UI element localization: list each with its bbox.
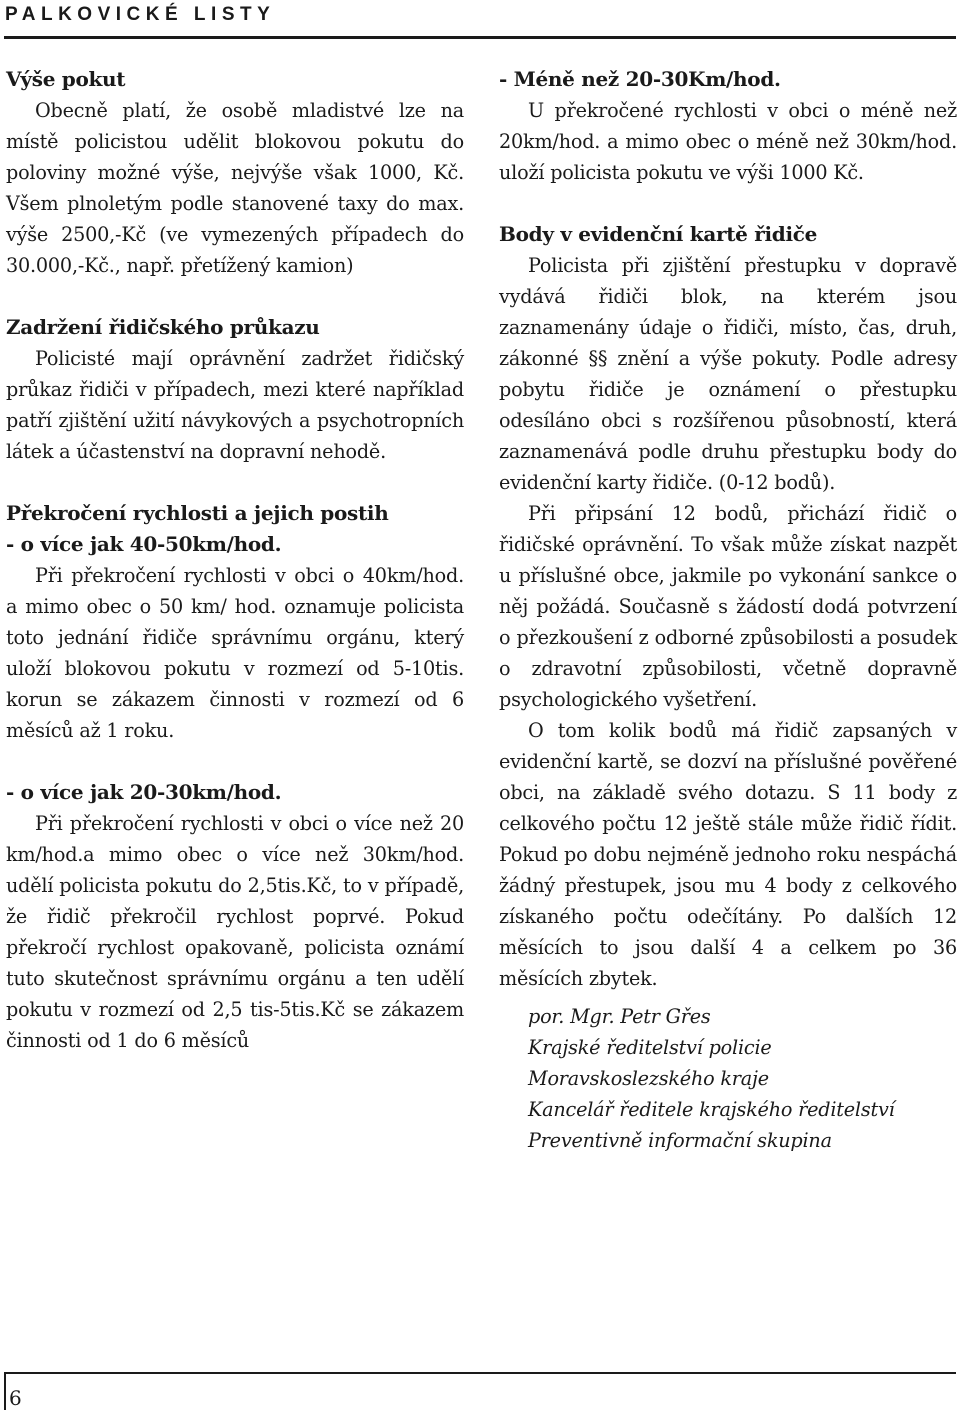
section-heading-fines: Výše pokut: [6, 67, 126, 91]
subheading-speeding-40-50: - o více jak 40-50km/hod.: [6, 532, 282, 556]
signature-region: Moravskoslezského kraje: [528, 1067, 769, 1090]
right-column: [499, 64, 957, 1156]
paragraph-license-seizure: Policisté mají oprávnění zadržet řidičský průkaz řidiči v případech, mezi které například patří zjištění užití návykových a psychotropních látek a účastenství na dopravní nehodě.: [6, 347, 464, 463]
section-heading-license-seizure: Zadržení řidičského průkazu: [6, 315, 320, 339]
section-heading-speeding: Překročení rychlosti a jejich postih: [6, 501, 389, 525]
signature-office: Kancelář ředitele krajského ředitelství: [528, 1098, 895, 1121]
section-heading-driver-points: Body v evidenční kartě řidiče: [499, 222, 818, 246]
footer-rule: [4, 1372, 956, 1374]
signature-organization: Krajské ředitelství policie: [528, 1036, 772, 1059]
paragraph-speeding-20-30: Při překročení rychlosti v obci o více než 20 km/hod.a mimo obec o více než 30km/hod. udělí policista pokutu do 2,5tis.Kč, to v případě, že řidič překročil rychlost poprvé. Pokud překročí rychlost opakovaně, policista oznámí tuto skutečnost správnímu orgánu a ten udělí pokutu v rozmezí od 2,5 tis-5tis.Kč se zákazem činnosti od 1 do 6 měsíců: [6, 812, 464, 1052]
paragraph-speeding-40-50: Při překročení rychlosti v obci o 40km/hod. a mimo obec o 50 km/ hod. oznamuje policista toto jednání řidiče správnímu orgánu, který uloží blokovou pokutu v rozmezí od 5-10tis. korun se zákazem činnosti v rozmezí od 6 měsíců až 1 roku.: [6, 564, 464, 742]
left-column: [6, 64, 464, 1056]
paragraph-points-1: Policista při zjištění přestupku v dopravě vydává řidiči blok, na kterém jsou zaznamenány údaje o řidiči, místo, čas, druh, zákonné §§ znění a výše pokuty. Podle adresy pobytu řidiče je oznámení o přestupku odesíláno obci s rozšířenou působností, která zaznamenává podle druhu přestupku body do evidenční karty řidiče. (0-12 bodů).: [499, 254, 957, 494]
subheading-speeding-under-20-30: - Méně než 20-30Km/hod.: [499, 67, 781, 91]
signature-author: por. Mgr. Petr Gřes: [528, 1005, 711, 1028]
footer-side-rule: [4, 1372, 6, 1410]
paragraph-speeding-under-20-30: U překročené rychlosti v obci o méně než 20km/hod. a mimo obec o méně než 30km/hod. uloží policista pokutu ve výši 1000 Kč.: [499, 99, 957, 184]
page-number: 6: [9, 1386, 22, 1410]
newsletter-title: PALKOVICKÉ LISTY: [5, 4, 276, 25]
paragraph-points-2: Při připsání 12 bodů, přichází řidič o řidičské oprávnění. To však může získat nazpět u příslušné obce, jakmile po vykonání sankce o něj požádá. Současně s žádostí dodá potvrzení o přezkoušení z odborné způsobilosti a posudek o zdravotní způsobilosti, včetně dopravně psychologického vyšetření.: [499, 502, 957, 711]
header-rule: [4, 36, 956, 39]
paragraph-points-3: O tom kolik bodů má řidič zapsaných v evidenční kartě, se dozví na příslušné pověřené obci, na základě svého dotazu. S 11 body z celkového počtu 12 ještě stále může řidič řídit. Pokud po dobu nejméně jednoho roku nespáchá žádný přestupek, jsou mu 4 body z celkového získaného počtu odečítány. Po dalších 12 měsících to jsou další 4 a celkem po 36 měsících zbytek.: [499, 719, 957, 990]
subheading-speeding-20-30: - o více jak 20-30km/hod.: [6, 780, 282, 804]
author-signature: [499, 1001, 957, 1156]
signature-unit: Preventivně informační skupina: [528, 1129, 832, 1152]
paragraph-fines: Obecně platí, že osobě mladistvé lze na místě policistou udělit blokovou pokutu do poloviny možné výše, nejvýše však 1000, Kč. Všem plnoletým podle stanovené taxy do max. výše 2500,-Kč (ve vymezených případech do 30.000,-Kč., např. přetížený kamion): [6, 99, 464, 277]
